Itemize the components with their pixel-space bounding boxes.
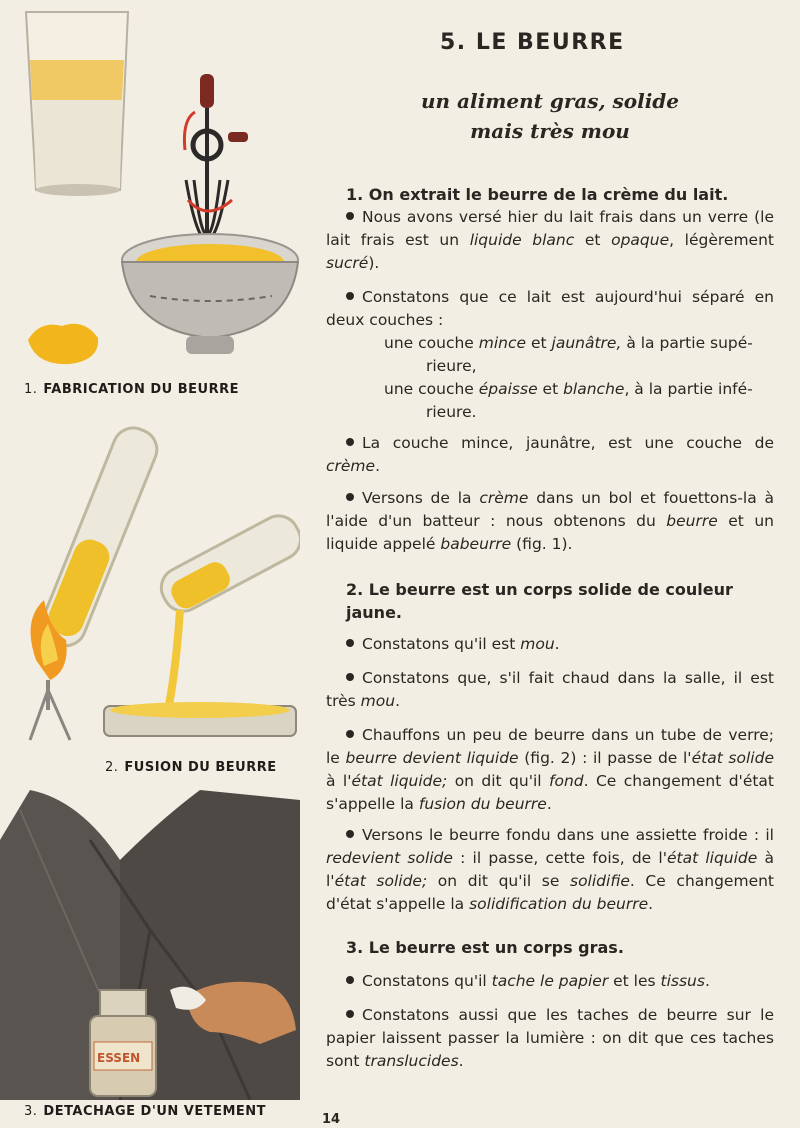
- section-2-p2: [326, 667, 774, 713]
- bullet-icon: [346, 292, 354, 300]
- bullet-icon: [346, 830, 354, 838]
- bullet-icon: [346, 976, 354, 984]
- section-2-p1: [326, 633, 774, 656]
- paragraph: Constatons que ce lait est aujourd'hui séparé en deux couches :: [326, 288, 774, 329]
- figure-3-illustration: [0, 780, 300, 1100]
- paragraph: Versons de la crème dans un bol et fouettons-la à l'aide d'un batteur : nous obtenons du beurre et un liquide appelé babeurre (fig. 1).: [326, 489, 775, 553]
- bullet-icon: [346, 673, 354, 681]
- section-2-heading: 2. Le beurre est un corps solide de couleur jaune.: [346, 580, 733, 622]
- bullet-icon: [346, 639, 354, 647]
- section-1-p4: [326, 487, 774, 556]
- bullet-icon: [346, 212, 354, 220]
- section-3-heading: 3. Le beurre est un corps gras.: [346, 938, 624, 957]
- list-item-continuation: rieure.: [426, 403, 477, 421]
- list-item-continuation: rieure,: [426, 357, 477, 375]
- bullet-icon: [346, 1010, 354, 1018]
- section-1: [326, 183, 774, 275]
- page-number: 14: [322, 1112, 341, 1127]
- page-title: 5. LE BEURRE: [440, 30, 625, 55]
- paragraph: Constatons qu'il est mou.: [326, 633, 774, 656]
- bullet-icon: [346, 493, 354, 501]
- list-item: une couche mince et jaunâtre, à la partie supé-: [384, 334, 753, 352]
- bullet-icon: [346, 438, 354, 446]
- figure-3-caption: 3. DETACHAGE D'UN VETEMENT: [24, 1104, 267, 1119]
- bottle-label: ESSEN: [97, 1051, 141, 1065]
- paragraph: La couche mince, jaunâtre, est une couche de crème.: [326, 434, 774, 475]
- figure-1-illustration: [0, 0, 300, 380]
- paragraph: Constatons qu'il tache le papier et les tissus.: [326, 970, 774, 993]
- paragraph: Constatons aussi que les taches de beurre sur le papier laissent passer la lumière : on dit que ces taches sont translucides.: [326, 1006, 774, 1070]
- section-1-heading: 1. On extrait le beurre de la crème du lait.: [346, 185, 729, 204]
- figure-1-caption: 1. FABRICATION DU BEURRE: [24, 382, 239, 397]
- section-1-p3: [326, 432, 774, 478]
- section-3-p1: [326, 970, 774, 993]
- paragraph: Constatons que, s'il fait chaud dans la salle, il est très mou.: [326, 669, 774, 710]
- bullet-icon: [346, 730, 354, 738]
- section-3-p2: [326, 1004, 774, 1073]
- section-2-p4: [326, 824, 774, 916]
- section-2-p3: [326, 724, 774, 816]
- list-item: une couche épaisse et blanche, à la partie infé-: [384, 380, 753, 398]
- section-1-p2: [326, 286, 774, 424]
- section-2: [326, 578, 774, 624]
- paragraph: Versons le beurre fondu dans une assiette froide : il redevient solide : il passe, cette fois, de l'état liquide à l'état solide; on dit qu'il se solidifie. Ce changement d'état s'appelle la solidification du beurre.: [326, 826, 774, 913]
- paragraph: Chauffons un peu de beurre dans un tube de verre; le beurre devient liquide (fig. 2) : il passe de l'état solide à l'état liquide; on dit qu'il fond. Ce changement d'état s'appelle la fusion du beurre.: [326, 726, 775, 813]
- figure-2-illustration: [0, 410, 300, 760]
- page-subtitle: un aliment gras, solide mais très mou: [421, 89, 679, 143]
- figure-2-caption: 2. FUSION DU BEURRE: [105, 760, 277, 775]
- section-3: [326, 936, 774, 959]
- paragraph: Nous avons versé hier du lait frais dans un verre (le lait frais est un liquide blanc et opaque, légèrement sucré).: [326, 208, 774, 272]
